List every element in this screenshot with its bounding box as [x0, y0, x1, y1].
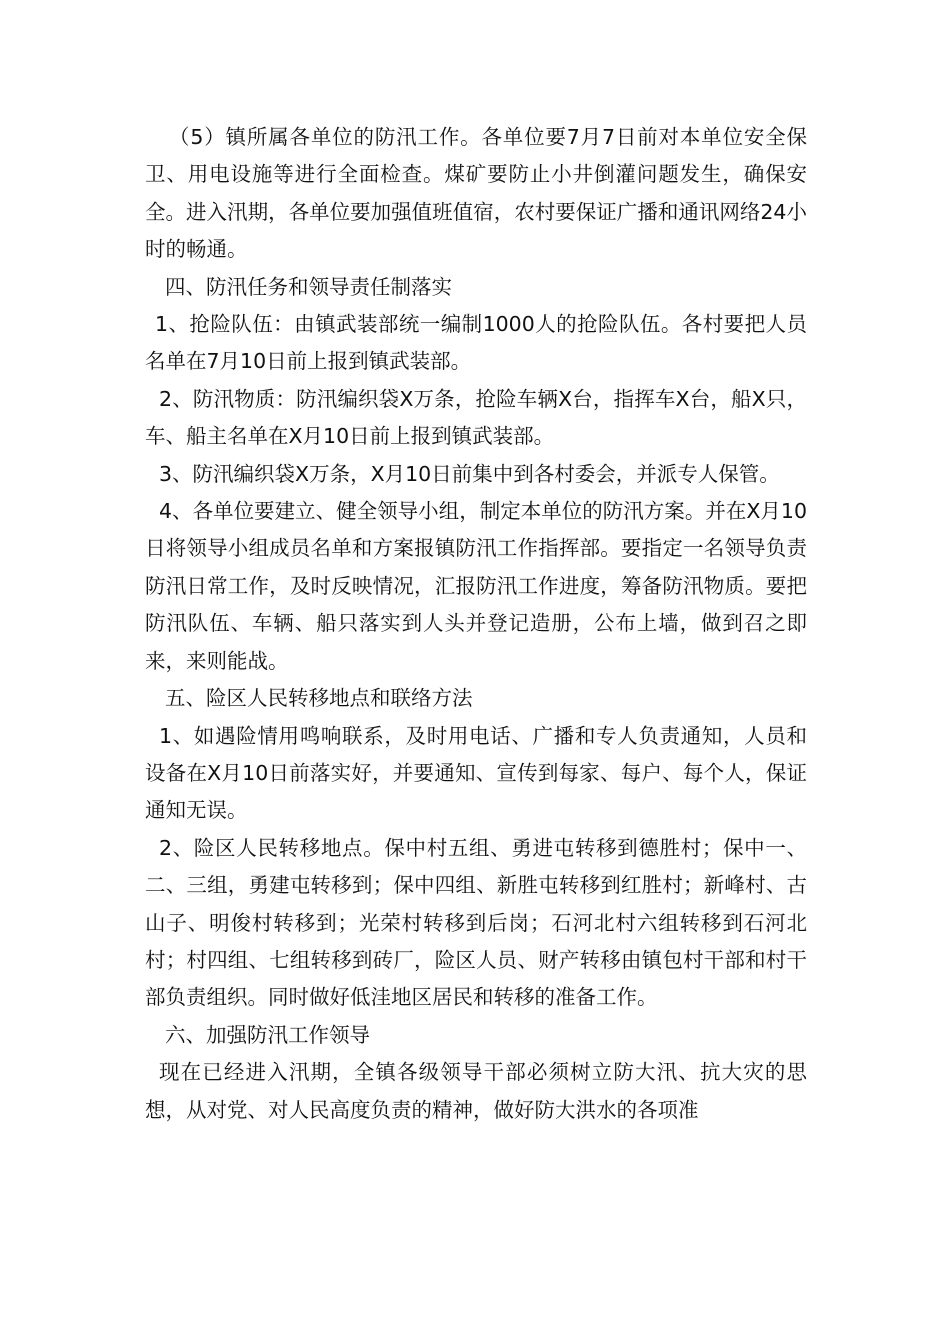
paragraph-woven-bags: 3、防汛编织袋X万条，X月10日前集中到各村委会，并派专人保管。 — [159, 461, 780, 486]
paragraph-rescue-team: 1、抢险队伍：由镇武装部统一编制1000人的抢险队伍。各村要把人员名单在7月10日前上报到镇武装部。 — [145, 312, 807, 374]
paragraph-relocation-sites: 2、险区人民转移地点。保中村五组、勇进屯转移到德胜村；保中一、二、三组，勇建屯转移到；保中四组、新胜屯转移到红胜村；新峰村、古山子、明俊村转移到；光荣村转移到后岗；石河北村六组转移到石河北村；村四组、七组转移到砖厂，险区人员、财产转移由镇包村干部和村干部负责组织。同时做好低洼地区居民和转移的准备工作。 — [145, 835, 807, 1010]
paragraph-unit-flood-work: （5）镇所属各单位的防汛工作。各单位要7月7日前对本单位安全保卫、用电设施等进行全面检查。煤矿要防止小井倒灌问题发生，确保安全。进入汛期，各单位要加强值班值宿，农村要保证广播和通讯网络24小时的畅通。 — [145, 125, 807, 262]
paragraph-contact-method: 1、如遇险情用鸣响联系，及时用电话、广播和专人负责通知，人员和设备在X月10日前落实好，并要通知、宣传到每家、每户、每个人，保证通知无误。 — [145, 723, 807, 823]
paragraph-leadership-groups: 4、各单位要建立、健全领导小组，制定本单位的防汛方案。并在X月10日将领导小组成员名单和方案报镇防汛工作指挥部。要指定一名领导负责防汛日常工作，及时反映情况，汇报防汛工作进度，筹备防汛物质。要把防汛队伍、车辆、船只落实到人头并登记造册，公布上墙，做到召之即来，来则能战。 — [145, 499, 807, 673]
paragraph-flood-season: 现在已经进入汛期，全镇各级领导干部必须树立防大汛、抗大灾的思想，从对党、对人民高度负责的精神，做好防大洪水的各项准 — [145, 1060, 807, 1122]
paragraph-flood-materials: 2、防汛物质：防汛编织袋X万条，抢险车辆X台，指挥车X台，船X只，车、船主名单在X月10日前上报到镇武装部。 — [145, 386, 807, 449]
section-heading-4: 四、防汛任务和领导责任制落实 — [165, 274, 452, 299]
section-heading-5: 五、险区人民转移地点和联络方法 — [165, 686, 473, 711]
document-body — [145, 119, 807, 1129]
section-heading-6: 六、加强防汛工作领导 — [165, 1022, 370, 1047]
